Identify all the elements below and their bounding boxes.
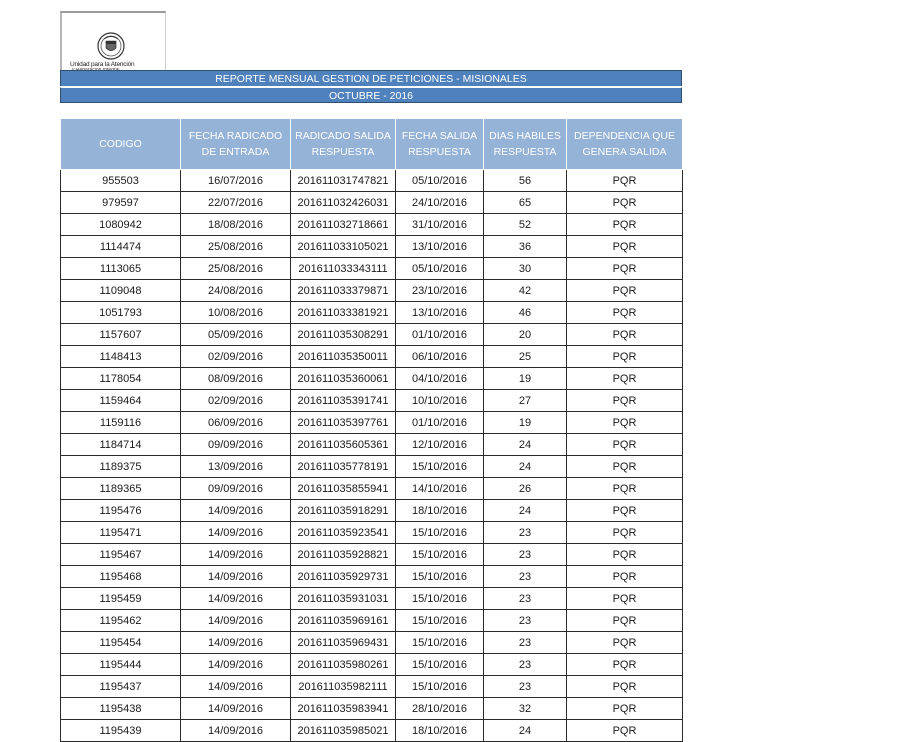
cell-dependencia: PQR: [567, 390, 683, 412]
cell-radicado-salida: 201611031747821: [291, 170, 396, 192]
table-row: [61, 412, 683, 434]
cell-fecha-salida: 06/10/2016: [396, 346, 484, 368]
cell-radicado-salida: 201611035980261: [291, 654, 396, 676]
cell-dias-habiles: 36: [484, 236, 567, 258]
table-row: [61, 214, 683, 236]
cell-fecha-salida: 23/10/2016: [396, 280, 484, 302]
cell-fecha-salida: 15/10/2016: [396, 610, 484, 632]
cell-fecha-salida: 01/10/2016: [396, 412, 484, 434]
cell-dependencia: PQR: [567, 610, 683, 632]
cell-dependencia: PQR: [567, 280, 683, 302]
cell-fecha-salida: 15/10/2016: [396, 544, 484, 566]
cell-dependencia: PQR: [567, 654, 683, 676]
column-header-fecha-radicado: FECHA RADICADO DE ENTRADA: [181, 119, 291, 170]
cell-fecha-radicado: 18/08/2016: [181, 214, 291, 236]
cell-radicado-salida: 201611035308291: [291, 324, 396, 346]
column-header-dependencia: DEPENDENCIA QUE GENERA SALIDA: [567, 119, 683, 170]
cell-dias-habiles: 30: [484, 258, 567, 280]
cell-dias-habiles: 20: [484, 324, 567, 346]
cell-radicado-salida: 201611035855941: [291, 478, 396, 500]
table-body: [61, 170, 683, 742]
cell-fecha-salida: 15/10/2016: [396, 522, 484, 544]
cell-fecha-radicado: 25/08/2016: [181, 236, 291, 258]
cell-fecha-radicado: 14/09/2016: [181, 698, 291, 720]
cell-dias-habiles: 24: [484, 720, 567, 742]
cell-dias-habiles: 23: [484, 632, 567, 654]
cell-dependencia: PQR: [567, 500, 683, 522]
cell-radicado-salida: 201611035985021: [291, 720, 396, 742]
cell-fecha-salida: 13/10/2016: [396, 302, 484, 324]
cell-fecha-radicado: 08/09/2016: [181, 368, 291, 390]
cell-codigo: 1195467: [61, 544, 181, 566]
column-header-radicado-salida: RADICADO SALIDA RESPUESTA: [291, 119, 396, 170]
cell-dias-habiles: 27: [484, 390, 567, 412]
cell-dias-habiles: 26: [484, 478, 567, 500]
cell-codigo: 1080942: [61, 214, 181, 236]
table-row: [61, 676, 683, 698]
cell-fecha-radicado: 09/09/2016: [181, 478, 291, 500]
table-row: [61, 324, 683, 346]
table-row: [61, 610, 683, 632]
cell-dias-habiles: 42: [484, 280, 567, 302]
cell-radicado-salida: 201611035605361: [291, 434, 396, 456]
cell-dias-habiles: 25: [484, 346, 567, 368]
cell-dependencia: PQR: [567, 368, 683, 390]
cell-dependencia: PQR: [567, 544, 683, 566]
cell-dependencia: PQR: [567, 258, 683, 280]
table-row: [61, 302, 683, 324]
cell-radicado-salida: 201611035350011: [291, 346, 396, 368]
organization-logo: [60, 11, 166, 70]
cell-dependencia: PQR: [567, 434, 683, 456]
cell-dias-habiles: 46: [484, 302, 567, 324]
cell-fecha-radicado: 06/09/2016: [181, 412, 291, 434]
cell-dias-habiles: 24: [484, 434, 567, 456]
cell-radicado-salida: 201611032426031: [291, 192, 396, 214]
cell-dias-habiles: 19: [484, 368, 567, 390]
cell-radicado-salida: 201611035969431: [291, 632, 396, 654]
table-row: [61, 192, 683, 214]
cell-fecha-radicado: 05/09/2016: [181, 324, 291, 346]
cell-codigo: 1195476: [61, 500, 181, 522]
cell-radicado-salida: 201611033379871: [291, 280, 396, 302]
cell-fecha-radicado: 13/09/2016: [181, 456, 291, 478]
cell-fecha-radicado: 14/09/2016: [181, 566, 291, 588]
cell-radicado-salida: 201611035982111: [291, 676, 396, 698]
table-row: [61, 280, 683, 302]
cell-fecha-radicado: 14/09/2016: [181, 544, 291, 566]
cell-dependencia: PQR: [567, 346, 683, 368]
cell-dependencia: PQR: [567, 566, 683, 588]
cell-dependencia: PQR: [567, 412, 683, 434]
cell-dependencia: PQR: [567, 324, 683, 346]
cell-dependencia: PQR: [567, 632, 683, 654]
cell-radicado-salida: 201611035983941: [291, 698, 396, 720]
cell-fecha-radicado: 02/09/2016: [181, 390, 291, 412]
cell-dias-habiles: 56: [484, 170, 567, 192]
cell-radicado-salida: 201611035969161: [291, 610, 396, 632]
cell-radicado-salida: 201611035360061: [291, 368, 396, 390]
table-row: [61, 522, 683, 544]
column-header-dias-habiles: DIAS HABILES RESPUESTA: [484, 119, 567, 170]
cell-codigo: 1195444: [61, 654, 181, 676]
cell-fecha-salida: 18/10/2016: [396, 720, 484, 742]
cell-radicado-salida: 201611035931031: [291, 588, 396, 610]
cell-codigo: 1178054: [61, 368, 181, 390]
cell-fecha-salida: 18/10/2016: [396, 500, 484, 522]
cell-fecha-salida: 28/10/2016: [396, 698, 484, 720]
cell-dependencia: PQR: [567, 192, 683, 214]
cell-fecha-radicado: 09/09/2016: [181, 434, 291, 456]
cell-codigo: 1195439: [61, 720, 181, 742]
cell-fecha-salida: 15/10/2016: [396, 588, 484, 610]
cell-codigo: 1113065: [61, 258, 181, 280]
table-row: [61, 654, 683, 676]
cell-fecha-salida: 13/10/2016: [396, 236, 484, 258]
cell-fecha-radicado: 14/09/2016: [181, 654, 291, 676]
cell-dias-habiles: 23: [484, 654, 567, 676]
cell-dependencia: PQR: [567, 698, 683, 720]
cell-dependencia: PQR: [567, 170, 683, 192]
report-period: OCTUBRE - 2016: [60, 87, 682, 103]
cell-codigo: 1189365: [61, 478, 181, 500]
cell-dias-habiles: 23: [484, 566, 567, 588]
cell-fecha-salida: 14/10/2016: [396, 478, 484, 500]
table-row: [61, 566, 683, 588]
cell-fecha-radicado: 14/09/2016: [181, 588, 291, 610]
cell-dias-habiles: 52: [484, 214, 567, 236]
cell-dias-habiles: 24: [484, 456, 567, 478]
cell-codigo: 1189375: [61, 456, 181, 478]
cell-codigo: 1195468: [61, 566, 181, 588]
table-row: [61, 698, 683, 720]
cell-dependencia: PQR: [567, 478, 683, 500]
table-row: [61, 434, 683, 456]
cell-fecha-salida: 05/10/2016: [396, 170, 484, 192]
cell-dependencia: PQR: [567, 522, 683, 544]
table-row: [61, 170, 683, 192]
cell-dias-habiles: 19: [484, 412, 567, 434]
coat-of-arms-icon: [93, 31, 129, 61]
cell-dias-habiles: 23: [484, 610, 567, 632]
table-header-row: [61, 119, 683, 170]
cell-codigo: 1195454: [61, 632, 181, 654]
cell-dias-habiles: 65: [484, 192, 567, 214]
cell-fecha-salida: 15/10/2016: [396, 456, 484, 478]
cell-radicado-salida: 201611033343111: [291, 258, 396, 280]
cell-fecha-radicado: 25/08/2016: [181, 258, 291, 280]
cell-codigo: 1051793: [61, 302, 181, 324]
cell-radicado-salida: 201611035397761: [291, 412, 396, 434]
table-row: [61, 632, 683, 654]
cell-dias-habiles: 32: [484, 698, 567, 720]
cell-dias-habiles: 23: [484, 544, 567, 566]
logo-text: Unidad para la Atención: [70, 61, 135, 68]
cell-dependencia: PQR: [567, 214, 683, 236]
cell-fecha-radicado: 14/09/2016: [181, 500, 291, 522]
cell-dependencia: PQR: [567, 676, 683, 698]
cell-fecha-radicado: 14/09/2016: [181, 676, 291, 698]
cell-codigo: 1109048: [61, 280, 181, 302]
cell-radicado-salida: 201611035778191: [291, 456, 396, 478]
cell-fecha-salida: 24/10/2016: [396, 192, 484, 214]
cell-radicado-salida: 201611035929731: [291, 566, 396, 588]
cell-fecha-salida: 15/10/2016: [396, 654, 484, 676]
table-row: [61, 258, 683, 280]
cell-fecha-radicado: 10/08/2016: [181, 302, 291, 324]
cell-codigo: 1195459: [61, 588, 181, 610]
cell-fecha-salida: 12/10/2016: [396, 434, 484, 456]
table-row: [61, 544, 683, 566]
column-header-codigo: CODIGO: [61, 119, 181, 170]
cell-dias-habiles: 23: [484, 676, 567, 698]
cell-dependencia: PQR: [567, 236, 683, 258]
table-row: [61, 456, 683, 478]
cell-codigo: 1159116: [61, 412, 181, 434]
cell-codigo: 1114474: [61, 236, 181, 258]
cell-fecha-radicado: 14/09/2016: [181, 610, 291, 632]
cell-codigo: 1195438: [61, 698, 181, 720]
cell-fecha-salida: 05/10/2016: [396, 258, 484, 280]
cell-fecha-salida: 04/10/2016: [396, 368, 484, 390]
cell-fecha-salida: 15/10/2016: [396, 676, 484, 698]
cell-fecha-radicado: 24/08/2016: [181, 280, 291, 302]
table-row: [61, 236, 683, 258]
cell-fecha-salida: 15/10/2016: [396, 632, 484, 654]
cell-fecha-radicado: 14/09/2016: [181, 522, 291, 544]
table-row: [61, 588, 683, 610]
cell-radicado-salida: 201611033105021: [291, 236, 396, 258]
cell-radicado-salida: 201611035928821: [291, 544, 396, 566]
cell-codigo: 1148413: [61, 346, 181, 368]
table-row: [61, 390, 683, 412]
cell-radicado-salida: 201611032718661: [291, 214, 396, 236]
cell-fecha-salida: 01/10/2016: [396, 324, 484, 346]
cell-fecha-radicado: 16/07/2016: [181, 170, 291, 192]
column-header-fecha-salida: FECHA SALIDA RESPUESTA: [396, 119, 484, 170]
cell-codigo: 1195471: [61, 522, 181, 544]
cell-fecha-salida: 10/10/2016: [396, 390, 484, 412]
cell-fecha-salida: 15/10/2016: [396, 566, 484, 588]
cell-fecha-radicado: 14/09/2016: [181, 632, 291, 654]
table-row: [61, 346, 683, 368]
cell-dependencia: PQR: [567, 588, 683, 610]
cell-codigo: 1195462: [61, 610, 181, 632]
cell-dias-habiles: 23: [484, 588, 567, 610]
cell-codigo: 1157607: [61, 324, 181, 346]
cell-radicado-salida: 201611035918291: [291, 500, 396, 522]
cell-dias-habiles: 24: [484, 500, 567, 522]
cell-fecha-salida: 31/10/2016: [396, 214, 484, 236]
table-row: [61, 478, 683, 500]
cell-codigo: 979597: [61, 192, 181, 214]
cell-codigo: 1195437: [61, 676, 181, 698]
cell-dependencia: PQR: [567, 456, 683, 478]
table-row: [61, 368, 683, 390]
cell-radicado-salida: 201611035923541: [291, 522, 396, 544]
cell-radicado-salida: 201611035391741: [291, 390, 396, 412]
petitions-table: [60, 118, 683, 742]
table-row: [61, 500, 683, 522]
cell-dependencia: PQR: [567, 302, 683, 324]
cell-fecha-radicado: 22/07/2016: [181, 192, 291, 214]
cell-fecha-radicado: 14/09/2016: [181, 720, 291, 742]
cell-radicado-salida: 201611033381921: [291, 302, 396, 324]
cell-fecha-radicado: 02/09/2016: [181, 346, 291, 368]
report-title: REPORTE MENSUAL GESTION DE PETICIONES - MISIONALES: [60, 70, 682, 86]
cell-dependencia: PQR: [567, 720, 683, 742]
cell-dias-habiles: 23: [484, 522, 567, 544]
cell-codigo: 1159464: [61, 390, 181, 412]
cell-codigo: 1184714: [61, 434, 181, 456]
cell-codigo: 955503: [61, 170, 181, 192]
